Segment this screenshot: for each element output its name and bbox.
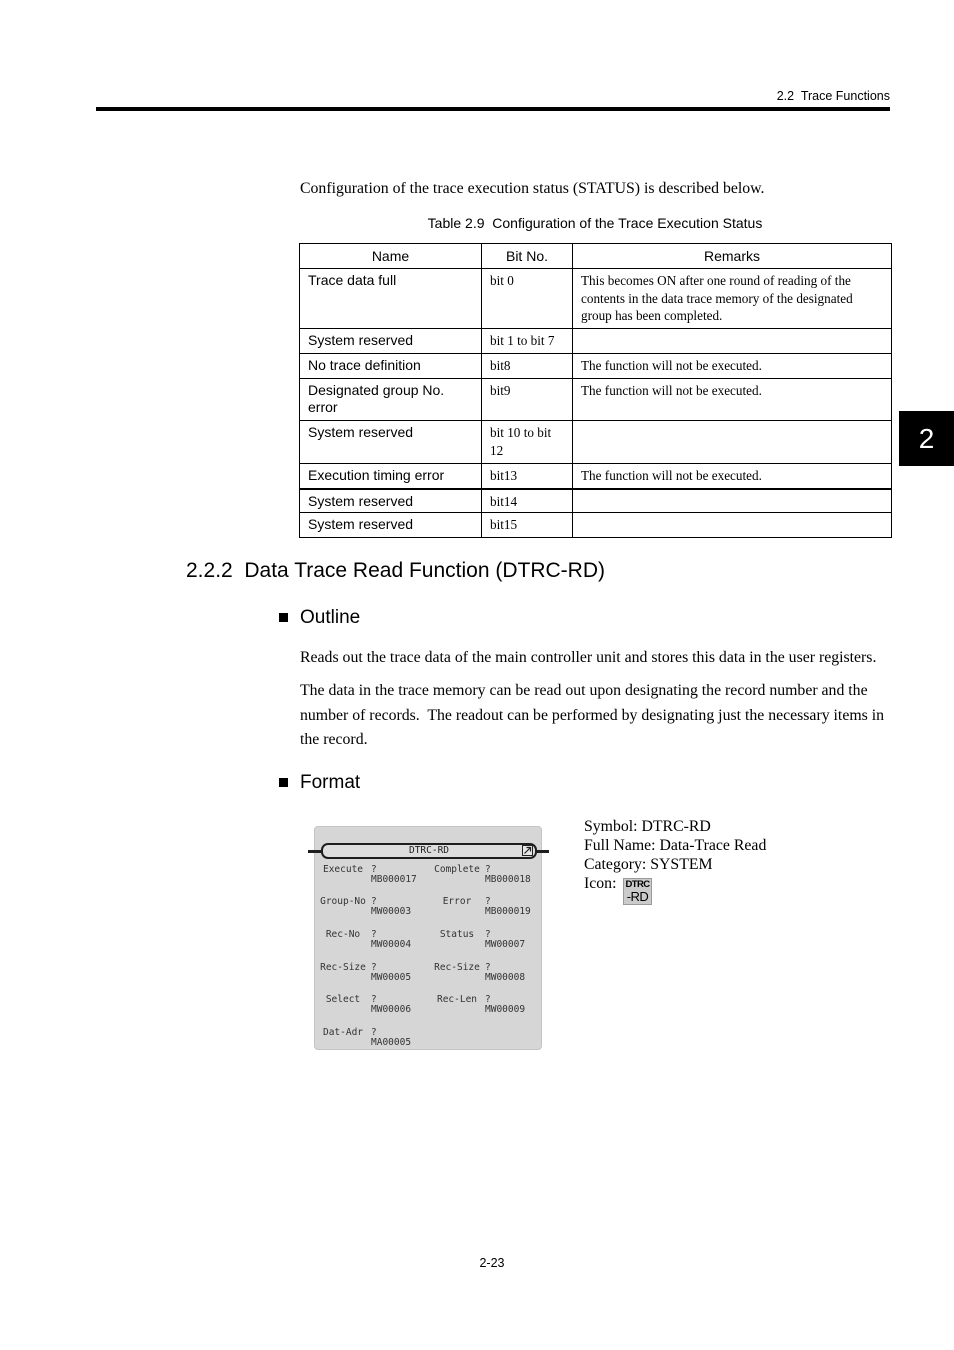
name-cell: System reserved <box>300 513 482 538</box>
name-cell: Execution timing error <box>300 464 482 489</box>
symbol-line: Symbol: DTRC-RD <box>584 817 711 835</box>
paragraph-line: The data in the trace memory can be read out upon designating the record number and the <box>300 682 868 699</box>
icon-text-bottom: -RD <box>626 889 649 904</box>
bit-cell: bit9 <box>482 379 573 421</box>
table-header-row <box>300 244 892 269</box>
page-number: 2-23 <box>479 1256 505 1270</box>
full-name-line: Full Name: Data-Trace Read <box>584 836 767 854</box>
port-mark: ? <box>485 993 491 1005</box>
outline-paragraph-1: Reads out the trace data of the main controller unit and stores this data in the user registers. <box>300 649 877 666</box>
block-input-port <box>317 962 427 984</box>
port-register: MW00003 <box>371 905 412 917</box>
chapter-tab: 2 <box>899 411 954 466</box>
block-output-port <box>431 864 541 886</box>
table-caption: Table 2.9 Configuration of the Trace Execution Status <box>427 215 763 231</box>
block-input-port <box>317 994 427 1016</box>
port-register: MW00004 <box>371 938 412 950</box>
block-input-port <box>317 1027 427 1049</box>
name-cell: System reserved <box>300 329 482 354</box>
function-block-diagram <box>314 826 542 1050</box>
block-input-port <box>317 896 427 918</box>
block-left-connector <box>308 850 322 853</box>
port-register: MW00009 <box>485 1003 526 1015</box>
format-heading: Format <box>300 772 361 793</box>
column-header-name: Name <box>300 244 482 269</box>
bit-cell: bit14 <box>482 489 573 513</box>
port-register: MW00008 <box>485 971 526 983</box>
table-row <box>300 464 892 489</box>
remarks-cell: This becomes ON after one round of reading of the contents in the data trace memory of the designated group has been completed. <box>573 269 892 329</box>
block-title: DTRC-RD <box>408 845 450 856</box>
dtrc-rd-icon <box>623 878 652 905</box>
remarks-cell <box>573 489 892 513</box>
square-bullet-icon <box>279 613 288 622</box>
port-mark: ? <box>485 895 491 907</box>
block-output-port <box>431 962 541 984</box>
port-label: Rec-Size <box>434 961 480 973</box>
port-register: MW00006 <box>371 1003 412 1015</box>
icon-text-top: DTRC <box>625 879 650 890</box>
block-right-connector <box>535 850 549 853</box>
port-label: Rec-Len <box>436 993 478 1005</box>
block-input-port <box>317 864 427 886</box>
port-mark: ? <box>371 1026 377 1038</box>
port-register: MW00005 <box>371 971 412 983</box>
port-mark: ? <box>485 961 491 973</box>
name-cell: System reserved <box>300 421 482 464</box>
table-row <box>300 489 892 513</box>
port-register: MB000019 <box>485 905 531 917</box>
remarks-cell <box>573 513 892 538</box>
icon-label: Icon: <box>584 875 617 892</box>
running-header: 2.2 Trace Functions <box>776 89 890 103</box>
port-label: Rec-Size <box>320 961 366 973</box>
port-label: Dat-Adr <box>322 1026 364 1038</box>
port-mark: ? <box>371 895 377 907</box>
name-cell: Designated group No. error <box>300 379 482 421</box>
category-line: Category: SYSTEM <box>584 855 713 873</box>
port-mark: ? <box>485 863 491 875</box>
table-row <box>300 379 892 421</box>
header-rule <box>96 107 890 111</box>
block-input-port <box>317 929 427 951</box>
port-label: Group-No <box>320 895 366 907</box>
column-header-bit: Bit No. <box>482 244 573 269</box>
outline-paragraph-2 <box>300 679 884 753</box>
port-register: MA00005 <box>371 1036 412 1048</box>
bit-cell: bit15 <box>482 513 573 538</box>
port-label: Complete <box>434 863 480 875</box>
bit-cell: bit13 <box>482 464 573 489</box>
port-register: MW00007 <box>485 938 526 950</box>
remarks-cell: The function will not be executed. <box>573 379 892 421</box>
port-mark: ? <box>485 928 491 940</box>
remarks-cell: The function will not be executed. <box>573 464 892 489</box>
port-register: MB000018 <box>485 873 531 885</box>
block-output-port <box>431 896 541 918</box>
port-mark: ? <box>371 928 377 940</box>
port-label: Execute <box>322 863 364 875</box>
port-label: Rec-No <box>325 928 361 940</box>
name-cell: Trace data full <box>300 269 482 329</box>
bit-cell: bit 1 to bit 7 <box>482 329 573 354</box>
name-cell: No trace definition <box>300 354 482 379</box>
column-header-remarks: Remarks <box>573 244 892 269</box>
table-row <box>300 329 892 354</box>
table-row <box>300 269 892 329</box>
table-row <box>300 421 892 464</box>
paragraph-line: the record. <box>300 731 368 748</box>
square-bullet-icon <box>279 778 288 787</box>
expand-icon <box>522 845 533 856</box>
port-label: Status <box>439 928 475 940</box>
remarks-cell <box>573 421 892 464</box>
bit-cell: bit 10 to bit 12 <box>482 421 573 464</box>
remarks-cell: The function will not be executed. <box>573 354 892 379</box>
section-heading: 2.2.2 Data Trace Read Function (DTRC-RD) <box>186 559 605 582</box>
port-register: MB000017 <box>371 873 417 885</box>
table-row <box>300 513 892 538</box>
port-mark: ? <box>371 993 377 1005</box>
port-label: Select <box>325 993 361 1005</box>
port-mark: ? <box>371 961 377 973</box>
port-label: Error <box>442 895 472 907</box>
outline-heading: Outline <box>300 607 361 628</box>
block-output-port <box>431 994 541 1016</box>
bit-cell: bit 0 <box>482 269 573 329</box>
port-mark: ? <box>371 863 377 875</box>
block-output-port <box>431 929 541 951</box>
block-title-bar <box>321 843 537 859</box>
trace-status-table <box>299 243 892 538</box>
name-cell: System reserved <box>300 489 482 513</box>
table-row <box>300 354 892 379</box>
bit-cell: bit8 <box>482 354 573 379</box>
intro-text: Configuration of the trace execution status (STATUS) is described below. <box>300 180 765 197</box>
remarks-cell <box>573 329 892 354</box>
paragraph-line: number of records. The readout can be performed by designating just the necessary items in <box>300 706 885 724</box>
